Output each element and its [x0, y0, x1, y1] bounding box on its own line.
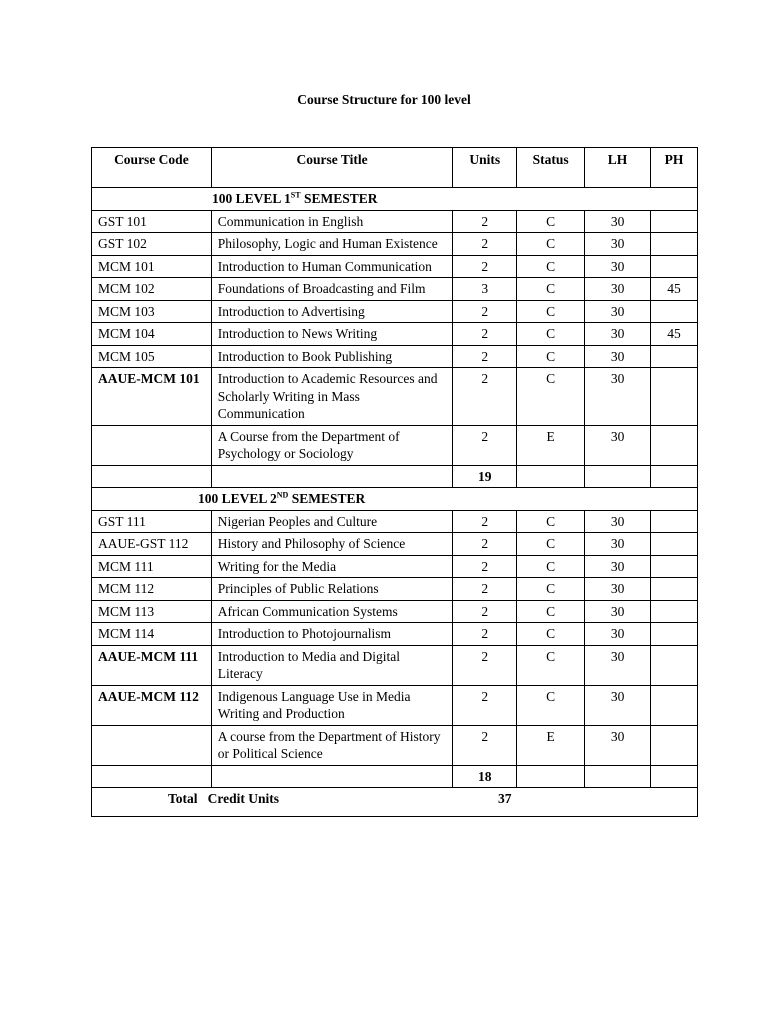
course-title: Introduction to Media and Digital Literacy	[211, 645, 453, 685]
course-code: GST 101	[92, 210, 212, 233]
course-code: MCM 113	[92, 600, 212, 623]
header-course-title: Course Title	[211, 148, 453, 188]
course-status: C	[517, 323, 585, 346]
course-title: Introduction to Human Communication	[211, 255, 453, 278]
course-status: C	[517, 345, 585, 368]
course-lh: 30	[585, 300, 651, 323]
course-title: Writing for the Media	[211, 555, 453, 578]
course-ph	[651, 600, 698, 623]
course-code: MCM 102	[92, 278, 212, 301]
course-units: 2	[453, 600, 517, 623]
course-ph	[651, 685, 698, 725]
course-lh: 30	[585, 510, 651, 533]
table-header-row	[92, 148, 698, 188]
course-title: African Communication Systems	[211, 600, 453, 623]
course-ph	[651, 210, 698, 233]
course-ph	[651, 533, 698, 556]
course-code: MCM 114	[92, 623, 212, 646]
course-row	[92, 233, 698, 256]
course-status: C	[517, 623, 585, 646]
course-title: Indigenous Language Use in Media Writing and Production	[211, 685, 453, 725]
course-title: Communication in English	[211, 210, 453, 233]
course-lh: 30	[585, 233, 651, 256]
semester-1-heading-row	[92, 188, 698, 211]
course-lh: 30	[585, 725, 651, 765]
course-title: Principles of Public Relations	[211, 578, 453, 601]
course-units: 2	[453, 555, 517, 578]
course-units: 2	[453, 345, 517, 368]
course-status: C	[517, 578, 585, 601]
course-ph	[651, 510, 698, 533]
course-row	[92, 323, 698, 346]
course-row	[92, 725, 698, 765]
course-title: Introduction to Photojournalism	[211, 623, 453, 646]
course-ph: 45	[651, 278, 698, 301]
course-lh: 30	[585, 345, 651, 368]
semester-2-subtotal-row	[92, 765, 698, 788]
course-lh: 30	[585, 255, 651, 278]
course-status: E	[517, 725, 585, 765]
course-code: MCM 101	[92, 255, 212, 278]
course-ph	[651, 425, 698, 465]
semester-1-subtotal: 19	[453, 465, 517, 488]
course-title: History and Philosophy of Science	[211, 533, 453, 556]
course-units: 2	[453, 645, 517, 685]
semester-2-label-prefix: 100 LEVEL 2	[198, 491, 277, 506]
course-ph	[651, 300, 698, 323]
course-ph: 45	[651, 323, 698, 346]
course-status: C	[517, 555, 585, 578]
course-lh: 30	[585, 623, 651, 646]
course-status: C	[517, 300, 585, 323]
course-status: C	[517, 685, 585, 725]
course-row	[92, 533, 698, 556]
course-units: 2	[453, 578, 517, 601]
course-code: AAUE-MCM 101	[92, 368, 212, 426]
course-code: AAUE-GST 112	[92, 533, 212, 556]
table-body	[92, 188, 698, 817]
course-ph	[651, 578, 698, 601]
course-units: 2	[453, 533, 517, 556]
semester-2-label-sup: ND	[276, 490, 289, 500]
semester-1-heading	[92, 188, 698, 211]
header-course-code: Course Code	[92, 148, 212, 188]
course-row	[92, 255, 698, 278]
course-title: Introduction to Book Publishing	[211, 345, 453, 368]
course-code: MCM 104	[92, 323, 212, 346]
course-code: MCM 111	[92, 555, 212, 578]
course-units: 2	[453, 368, 517, 426]
course-units: 2	[453, 210, 517, 233]
course-units: 2	[453, 685, 517, 725]
total-cell	[92, 788, 698, 817]
course-row	[92, 623, 698, 646]
course-lh: 30	[585, 578, 651, 601]
course-row	[92, 645, 698, 685]
course-row	[92, 685, 698, 725]
course-lh: 30	[585, 278, 651, 301]
course-status: C	[517, 510, 585, 533]
course-title: Introduction to News Writing	[211, 323, 453, 346]
course-units: 2	[453, 300, 517, 323]
course-units: 2	[453, 510, 517, 533]
course-lh: 30	[585, 555, 651, 578]
course-ph	[651, 645, 698, 685]
course-units: 3	[453, 278, 517, 301]
course-code: AAUE-MCM 112	[92, 685, 212, 725]
total-label: Total Credit Units	[168, 791, 280, 806]
course-ph	[651, 255, 698, 278]
course-lh: 30	[585, 323, 651, 346]
course-title: A Course from the Department of Psychology or Sociology	[211, 425, 453, 465]
course-code	[92, 725, 212, 765]
course-row	[92, 600, 698, 623]
course-ph	[651, 555, 698, 578]
course-status: C	[517, 255, 585, 278]
course-units: 2	[453, 255, 517, 278]
semester-2-subtotal: 18	[453, 765, 517, 788]
course-lh: 30	[585, 600, 651, 623]
course-row	[92, 555, 698, 578]
course-status: C	[517, 278, 585, 301]
semester-1-label-suffix: SEMESTER	[300, 191, 378, 206]
semester-1-label-sup: ST	[290, 190, 301, 200]
course-ph	[651, 623, 698, 646]
course-row	[92, 368, 698, 426]
course-row	[92, 210, 698, 233]
course-units: 2	[453, 725, 517, 765]
course-lh: 30	[585, 685, 651, 725]
course-lh: 30	[585, 425, 651, 465]
course-code	[92, 425, 212, 465]
course-ph	[651, 368, 698, 426]
course-table	[91, 147, 698, 817]
header-status: Status	[517, 148, 585, 188]
course-code: GST 111	[92, 510, 212, 533]
course-title: Introduction to Advertising	[211, 300, 453, 323]
course-lh: 30	[585, 533, 651, 556]
course-code: MCM 103	[92, 300, 212, 323]
document-title: Course Structure for 100 level	[297, 92, 471, 107]
course-status: C	[517, 233, 585, 256]
course-status: C	[517, 533, 585, 556]
header-lh: LH	[585, 148, 651, 188]
course-code: MCM 105	[92, 345, 212, 368]
course-row	[92, 345, 698, 368]
total-units: 37	[498, 791, 512, 806]
course-row	[92, 300, 698, 323]
course-ph	[651, 725, 698, 765]
course-ph	[651, 233, 698, 256]
course-units: 2	[453, 623, 517, 646]
course-title: Nigerian Peoples and Culture	[211, 510, 453, 533]
course-code: AAUE-MCM 111	[92, 645, 212, 685]
course-code: MCM 112	[92, 578, 212, 601]
course-status: C	[517, 645, 585, 685]
semester-2-heading	[92, 488, 698, 511]
semester-2-heading-row	[92, 488, 698, 511]
course-status: C	[517, 600, 585, 623]
course-row	[92, 278, 698, 301]
course-units: 2	[453, 425, 517, 465]
semester-1-label-prefix: 100 LEVEL 1	[212, 191, 291, 206]
course-row	[92, 510, 698, 533]
course-status: E	[517, 425, 585, 465]
course-title: Foundations of Broadcasting and Film	[211, 278, 453, 301]
course-units: 2	[453, 233, 517, 256]
course-units: 2	[453, 323, 517, 346]
course-title: Philosophy, Logic and Human Existence	[211, 233, 453, 256]
course-lh: 30	[585, 645, 651, 685]
course-row	[92, 425, 698, 465]
course-title: A course from the Department of History or Political Science	[211, 725, 453, 765]
header-ph: PH	[651, 148, 698, 188]
course-title: Introduction to Academic Resources and Scholarly Writing in Mass Communication	[211, 368, 453, 426]
semester-1-subtotal-row	[92, 465, 698, 488]
course-status: C	[517, 210, 585, 233]
course-ph	[651, 345, 698, 368]
course-row	[92, 578, 698, 601]
total-row	[92, 788, 698, 817]
semester-2-label-suffix: SEMESTER	[288, 491, 366, 506]
course-code: GST 102	[92, 233, 212, 256]
header-units: Units	[453, 148, 517, 188]
course-lh: 30	[585, 210, 651, 233]
course-status: C	[517, 368, 585, 426]
course-lh: 30	[585, 368, 651, 426]
